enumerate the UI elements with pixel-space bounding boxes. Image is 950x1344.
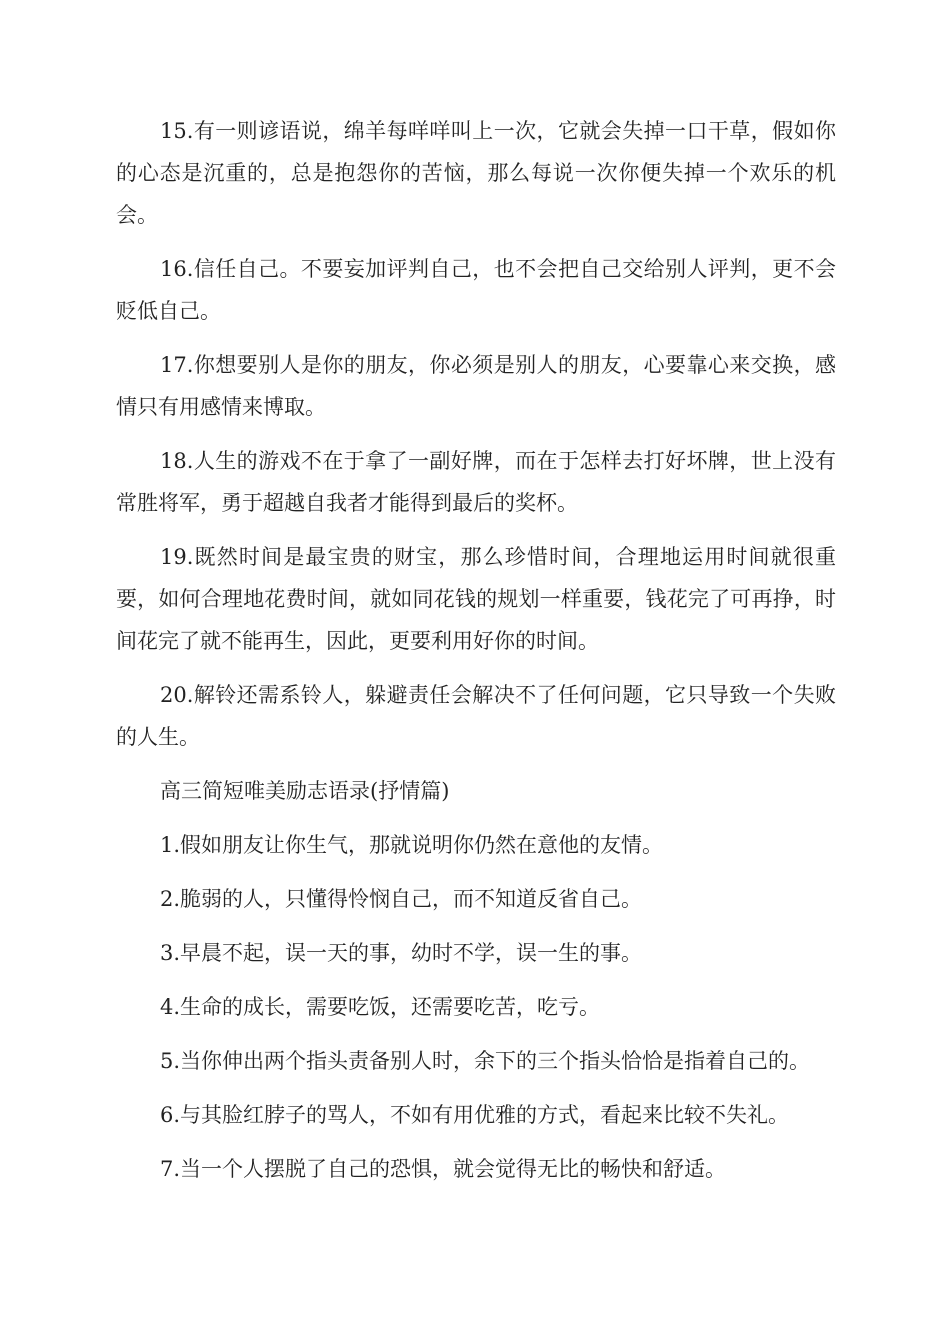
- paragraph-2: 2.脆弱的人，只懂得怜悯自己，而不知道反省自己。: [160, 887, 643, 911]
- paragraph-7: 7.当一个人摆脱了自己的恐惧，就会觉得无比的畅快和舒适。: [160, 1157, 727, 1181]
- paragraph-5: 5.当你伸出两个指头责备别人时，余下的三个指头恰恰是指着自己的。: [160, 1049, 811, 1073]
- paragraph-15: 15.有一则谚语说，绵羊每咩咩叫上一次，它就会失掉一口干草，假如你的心态是沉重的，总是抱怨你的苦恼，那么每说一次你便失掉一个欢乐的机会。: [116, 119, 836, 227]
- paragraph-6: 6.与其脸红脖子的骂人，不如有用优雅的方式，看起来比较不失礼。: [160, 1103, 790, 1127]
- paragraph-1: 1.假如朋友让你生气，那就说明你仍然在意他的友情。: [160, 833, 664, 857]
- section-heading: 高三简短唯美励志语录(抒情篇): [160, 779, 450, 803]
- paragraph-3: 3.早晨不起，误一天的事，幼时不学，误一生的事。: [160, 941, 643, 965]
- paragraph-16: 16.信任自己。不要妄加评判自己，也不会把自己交给别人评判，更不会贬低自己。: [116, 257, 836, 323]
- paragraph-20: 20.解铃还需系铃人，躲避责任会解决不了任何问题，它只导致一个失败的人生。: [116, 683, 836, 749]
- paragraph-4: 4.生命的成长，需要吃饭，还需要吃苦，吃亏。: [160, 995, 601, 1019]
- paragraph-18: 18.人生的游戏不在于拿了一副好牌，而在于怎样去打好坏牌，世上没有常胜将军，勇于超越自我者才能得到最后的奖杯。: [116, 449, 836, 515]
- paragraph-19: 19.既然时间是最宝贵的财宝，那么珍惜时间，合理地运用时间就很重要，如何合理地花费时间，就如同花钱的规划一样重要，钱花完了可再挣，时间花完了就不能再生，因此，更要利用好你的时间。: [116, 545, 836, 653]
- paragraph-17: 17.你想要别人是你的朋友，你必须是别人的朋友，心要靠心来交换，感情只有用感情来博取。: [116, 353, 836, 419]
- document-body: [116, 110, 836, 1202]
